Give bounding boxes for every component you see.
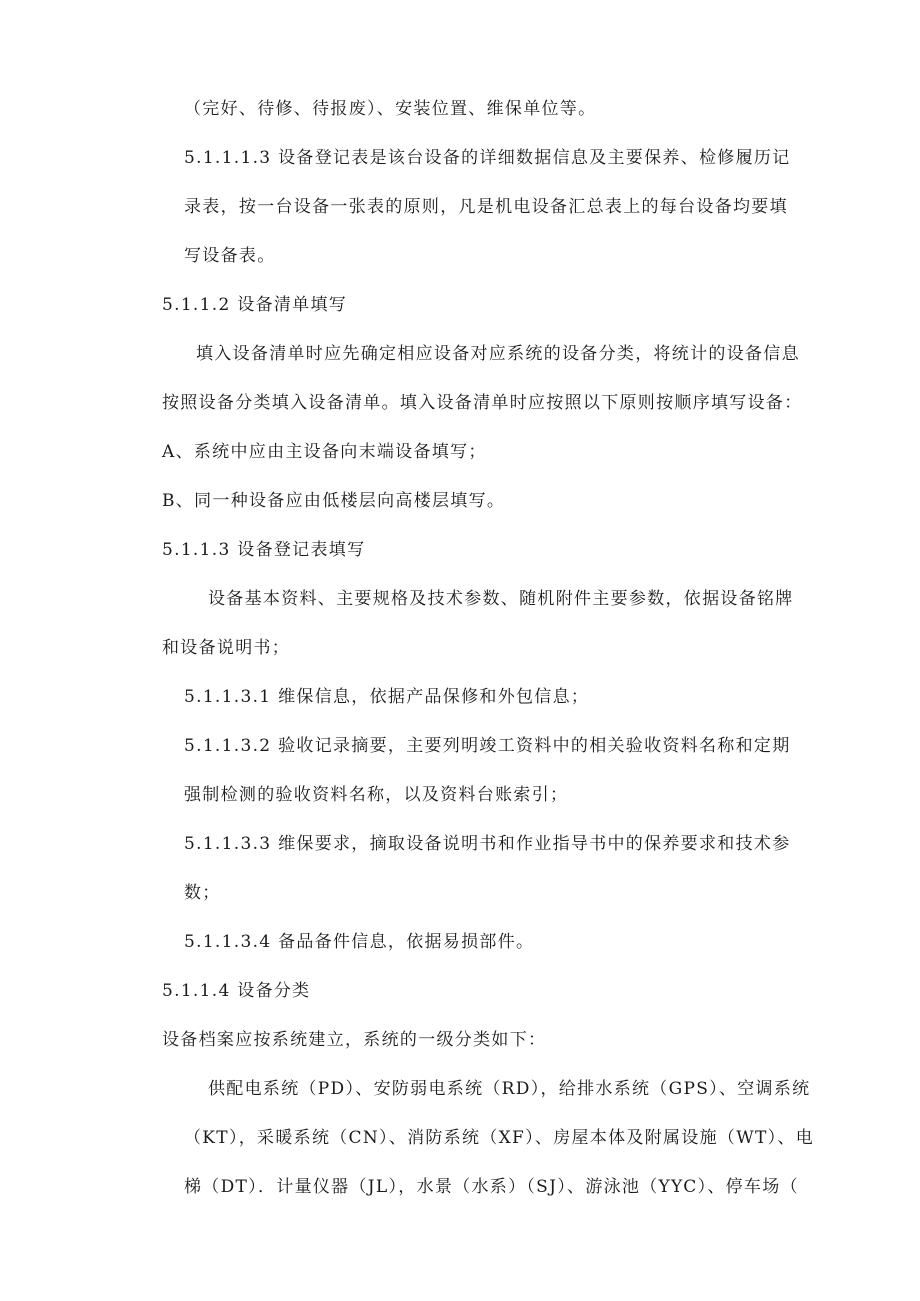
text-line: 按照设备分类填入设备清单。填入设备清单时应按照以下原则按顺序填写设备： xyxy=(162,393,803,413)
heading-5-1-1-3: 5.1.1.3 设备登记表填写 xyxy=(162,540,366,560)
text-line: 写设备表。 xyxy=(184,246,276,266)
text-line-section-5-1-1-3-1: 5.1.1.3.1 维保信息，依据产品保修和外包信息； xyxy=(184,687,590,707)
text-line: 设备档案应按系统建立，系统的一级分类如下： xyxy=(162,1030,547,1050)
text-line: 设备基本资料、主要规格及技术参数、随机附件主要参数，依据设备铭牌 xyxy=(208,589,794,609)
text-line: 供配电系统（PD）、安防弱电系统（RD），给排水系统（GPS）、空调系统 xyxy=(208,1079,811,1099)
text-line: 录表，按一台设备一张表的原则，凡是机电设备汇总表上的每台设备均要填 xyxy=(184,197,788,217)
text-line: 强制检测的验收资料名称，以及资料台账索引； xyxy=(184,785,569,805)
text-line: 数； xyxy=(184,883,221,903)
heading-5-1-1-4: 5.1.1.4 设备分类 xyxy=(162,981,311,1001)
text-line-section-5-1-1-3-4: 5.1.1.3.4 备品备件信息，依据易损部件。 xyxy=(184,932,535,952)
text-line-continuation-status: （完好、待修、待报废）、安装位置、维保单位等。 xyxy=(184,99,597,119)
text-line-section-5-1-1-3-3: 5.1.1.3.3 维保要求，摘取设备说明书和作业指导书中的保养要求和技术参 xyxy=(184,834,791,854)
heading-5-1-1-2: 5.1.1.2 设备清单填写 xyxy=(162,295,348,315)
list-item-a: A、系统中应由主设备向末端设备填写； xyxy=(162,442,487,462)
text-line: 梯（DT）．计量仪器（JL），水景（水系）（SJ）、游泳池（YYC）、停车场（ xyxy=(184,1177,799,1197)
text-line: （KT），采暖系统（CN）、消防系统（XF）、房屋本体及附属设施（WT）、电 xyxy=(184,1128,815,1148)
text-line-section-5-1-1-3-2: 5.1.1.3.2 验收记录摘要，主要列明竣工资料中的相关验收资料名称和定期 xyxy=(184,736,791,756)
list-item-b: B、同一种设备应由低楼层向高楼层填写。 xyxy=(162,491,506,511)
text-line: 和设备说明书； xyxy=(162,638,291,658)
text-line-section-5-1-1-1-3: 5.1.1.1.3 设备登记表是该台设备的详细数据信息及主要保养、检修履历记 xyxy=(184,148,791,168)
text-line: 填入设备清单时应先确定相应设备对应系统的设备分类，将统计的设备信息 xyxy=(196,344,800,364)
